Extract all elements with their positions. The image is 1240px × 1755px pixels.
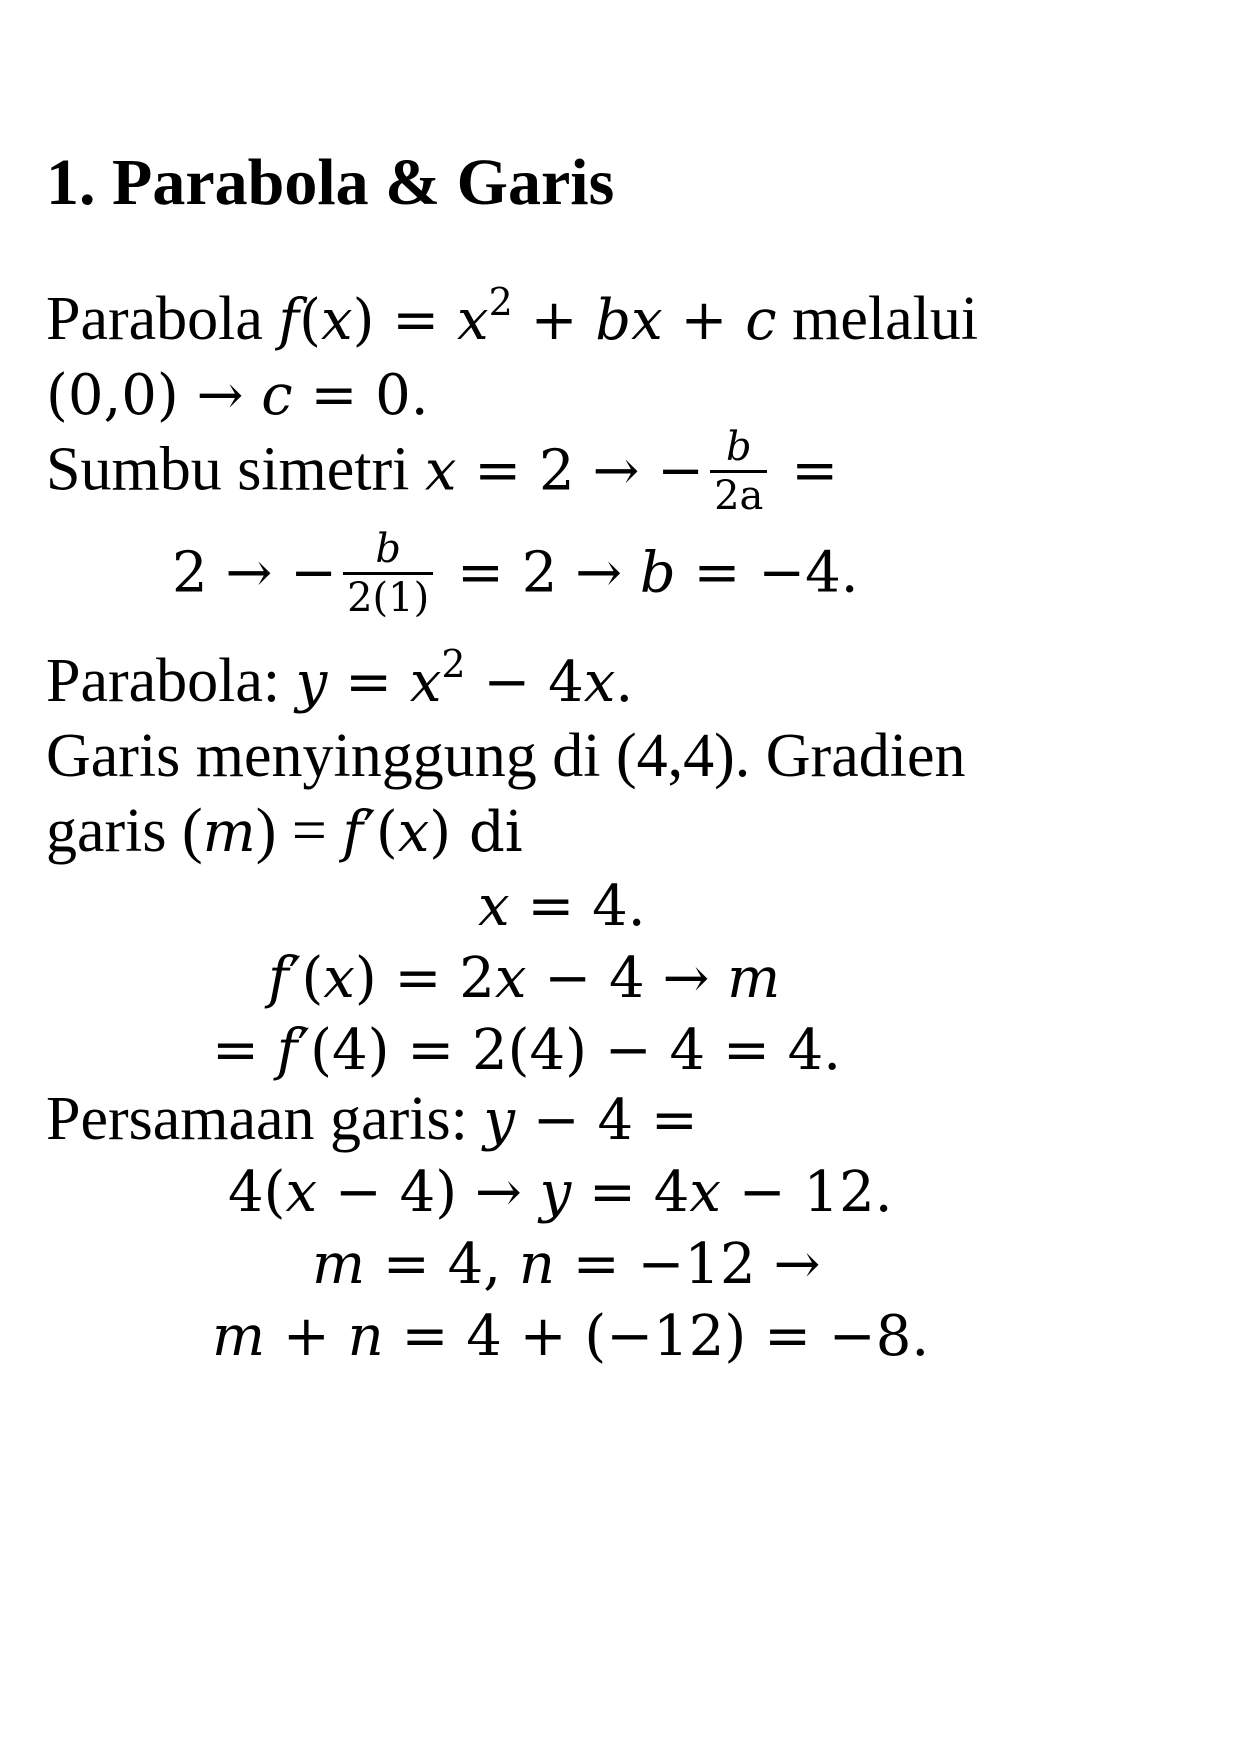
text-line-2: (0,0) → c = 0.: [46, 363, 429, 428]
section-heading: 1. Parabola & Garis: [46, 146, 615, 219]
fraction-b-over-2a: $\frac{b}{2a}$: [710, 424, 767, 519]
text-line-4: 2 → − $\frac{b}{2(1)}$ = 2 → b = −4.: [172, 526, 859, 621]
text-line-5: Parabola: $y = x^2 - 4x$.: [46, 642, 634, 715]
text-line-1: Parabola $f(x) = x^2$ + bx + c melalui: [46, 280, 979, 353]
text-line-12: 4(x − 4) → y = 4x − 12.: [228, 1160, 893, 1225]
text-line-7: garis (m) = f′(x) di: [46, 797, 523, 865]
text-line-13: m = 4, n = −12 →: [312, 1232, 821, 1297]
text-line-8: x = 4.: [478, 874, 646, 939]
text-line-14: m + n = 4 + (−12) = −8.: [212, 1304, 930, 1369]
text-line-9: f′(x) = 2x − 4 → m: [268, 946, 781, 1011]
fraction-b-over-2-1: $\frac{b}{2(1)}$: [343, 526, 433, 621]
text-line-3: Sumbu simetri x = 2 → − $\frac{b}{2a}$ =: [46, 424, 839, 519]
text-line-6: Garis menyinggung di (4,4). Gradien: [46, 722, 966, 790]
text-line-10: = f′(4) = 2(4) − 4 = 4.: [212, 1018, 842, 1083]
text-line-11: Persamaan garis: y − 4 =: [46, 1085, 698, 1153]
